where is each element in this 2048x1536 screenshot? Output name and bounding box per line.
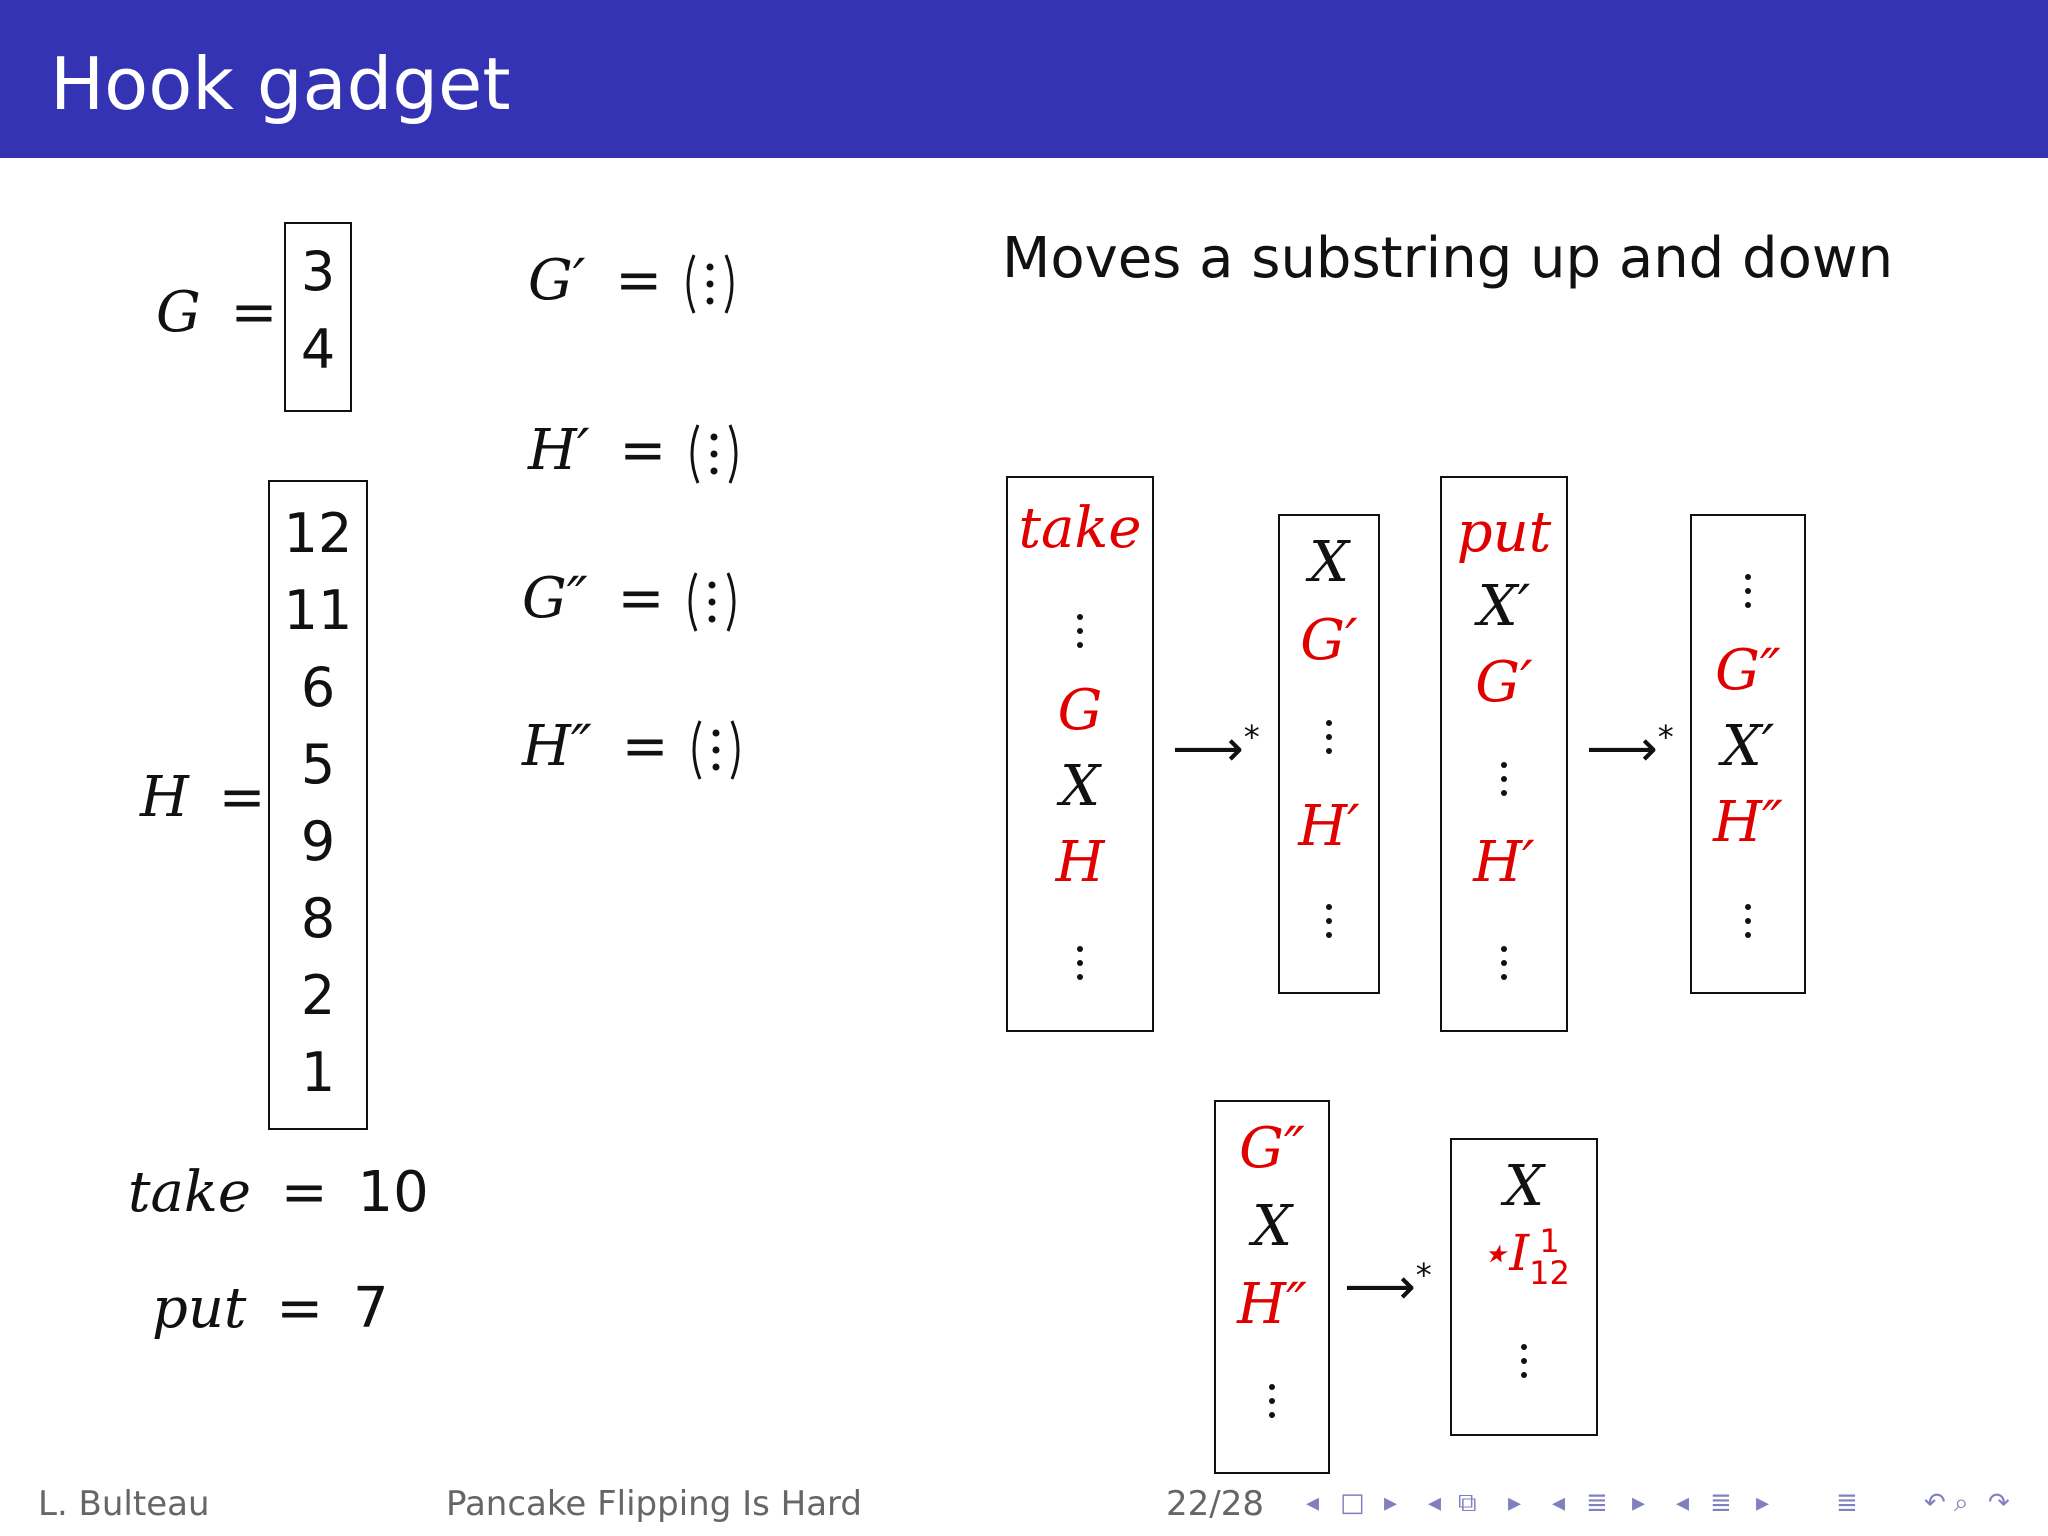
equals-sign: = [617, 566, 665, 631]
vertical-ellipsis-icon [1326, 712, 1332, 762]
x-prime-label: X′ [1721, 714, 1775, 779]
x-label: X [1060, 754, 1100, 819]
footer-talk-title: Pancake Flipping Is Hard [446, 1484, 863, 1524]
g-double-prime-label: G″ [1715, 638, 1781, 703]
g-prime-definition [528, 248, 740, 319]
g-prime-symbol: G′ [528, 248, 586, 313]
stack-box-4 [1690, 514, 1806, 994]
g-prime-label: G′ [1475, 650, 1533, 715]
back-icon[interactable]: ↶ [1924, 1488, 1946, 1518]
h-value: 9 [300, 810, 336, 873]
slide-subtitle: Moves a substring up and down [1002, 226, 1894, 291]
h-double-prime-definition [522, 714, 746, 785]
g-double-prime-symbol: G″ [522, 566, 588, 631]
vertical-ellipsis-vector-icon [680, 249, 740, 319]
put-symbol: put [152, 1276, 247, 1341]
vertical-ellipsis-vector-icon [682, 567, 742, 637]
g-prime-label: G′ [1300, 608, 1358, 673]
vertical-ellipsis-icon [1745, 896, 1751, 946]
next-section-icon[interactable]: ▸ [1756, 1488, 1770, 1518]
g-label: G [1057, 678, 1103, 743]
vertical-ellipsis-icon [1077, 938, 1083, 988]
vertical-ellipsis-icon [1521, 1336, 1527, 1386]
vertical-ellipsis-vector-icon [686, 715, 746, 785]
instance-subscript: 12 [1529, 1253, 1570, 1292]
h-definition-label [140, 765, 266, 830]
equals-sign: = [619, 418, 667, 483]
g-definition-label [156, 280, 277, 345]
reduction-arrow [1344, 1256, 1432, 1316]
h-label: H [1055, 830, 1105, 895]
frame-icon[interactable]: □ [1340, 1488, 1365, 1518]
arrow-glyph: ⟶ [1344, 1257, 1416, 1316]
stack-box-6 [1450, 1138, 1598, 1436]
h-value: 5 [300, 733, 336, 796]
equals-sign: = [280, 1160, 328, 1225]
equals-sign: = [621, 714, 669, 779]
doc-icon[interactable]: ≣ [1836, 1488, 1858, 1518]
vertical-ellipsis-icon [1501, 754, 1507, 804]
prev-section-icon[interactable]: ◂ [1676, 1488, 1690, 1518]
footer-page-number: 22/28 [1166, 1484, 1264, 1524]
arrow-star: * [1243, 718, 1260, 756]
slide-title: Hook gadget [50, 42, 511, 126]
h-value: 8 [300, 887, 336, 950]
vertical-ellipsis-icon [1745, 566, 1751, 616]
h-value: 1 [300, 1041, 336, 1104]
h-vector-box [268, 480, 368, 1130]
vertical-ellipsis-vector-icon [684, 419, 744, 489]
h-value: 11 [283, 579, 353, 642]
next-subsection-icon[interactable]: ▸ [1508, 1488, 1522, 1518]
take-label: take [1018, 496, 1142, 561]
arrow-star: * [1657, 718, 1674, 756]
arrow-glyph: ⟶ [1172, 719, 1244, 778]
g-vector-box [284, 222, 352, 412]
x-label: X [1504, 1154, 1544, 1219]
g-symbol: G [156, 280, 201, 345]
prev-subsection-icon[interactable]: ◂ [1428, 1488, 1442, 1518]
put-definition [152, 1276, 389, 1341]
put-value: 7 [352, 1276, 389, 1341]
subsection-icon[interactable]: ⧉ [1458, 1488, 1477, 1518]
arrow-star: * [1415, 1256, 1432, 1294]
x-prime-label: X′ [1477, 574, 1531, 639]
g-value: 4 [300, 318, 336, 381]
h-symbol: H [140, 765, 189, 830]
h-value: 2 [300, 964, 336, 1027]
x-label: X [1252, 1194, 1292, 1259]
vertical-ellipsis-icon [1501, 938, 1507, 988]
equals-sign: = [276, 1276, 324, 1341]
h-double-prime-symbol: H″ [522, 714, 592, 779]
equals-sign: = [615, 248, 663, 313]
prev-section-icon[interactable]: ◂ [1552, 1488, 1566, 1518]
take-value: 10 [357, 1160, 429, 1225]
section-icon[interactable]: ≣ [1586, 1488, 1608, 1518]
h-value: 6 [300, 656, 336, 719]
stack-box-2 [1278, 514, 1380, 994]
x-label: X [1309, 530, 1349, 595]
arrow-glyph: ⟶ [1586, 719, 1658, 778]
equals-sign: = [218, 765, 266, 830]
h-prime-symbol: H′ [528, 418, 590, 483]
reduction-arrow [1586, 718, 1674, 778]
vertical-ellipsis-icon [1269, 1376, 1275, 1426]
take-definition [128, 1160, 429, 1225]
h-prime-label: H′ [1473, 830, 1535, 895]
instance-superscript: 1 [1539, 1221, 1560, 1260]
equals-sign: = [230, 280, 278, 345]
g-double-prime-definition [522, 566, 742, 637]
h-prime-label: H′ [1298, 794, 1360, 859]
vertical-ellipsis-icon [1326, 896, 1332, 946]
footer-author: L. Bulteau [38, 1484, 210, 1524]
forward-icon[interactable]: ↷ [1988, 1488, 2010, 1518]
g-double-prime-label: G″ [1239, 1116, 1305, 1181]
h-prime-definition [528, 418, 744, 489]
next-section-icon[interactable]: ▸ [1632, 1488, 1646, 1518]
take-symbol: take [128, 1160, 251, 1225]
h-double-prime-label: H″ [1237, 1272, 1307, 1337]
stack-box-3 [1440, 476, 1568, 1032]
instance-symbol: ⋆I [1478, 1224, 1530, 1282]
stack-box-5 [1214, 1100, 1330, 1474]
stack-box-1 [1006, 476, 1154, 1032]
vertical-ellipsis-icon [1077, 606, 1083, 656]
prev-frame-icon[interactable]: ◂ [1306, 1488, 1320, 1518]
gadget-instance-label [1452, 1221, 1596, 1292]
g-value: 3 [300, 240, 336, 303]
h-value: 12 [283, 502, 353, 565]
section-icon[interactable]: ≣ [1710, 1488, 1732, 1518]
search-icon[interactable]: ⌕ [1954, 1488, 1969, 1518]
next-frame-icon[interactable]: ▸ [1384, 1488, 1398, 1518]
title-bar [0, 0, 2048, 158]
reduction-arrow [1172, 718, 1260, 778]
h-double-prime-label: H″ [1713, 790, 1783, 855]
put-label: put [1456, 500, 1552, 565]
